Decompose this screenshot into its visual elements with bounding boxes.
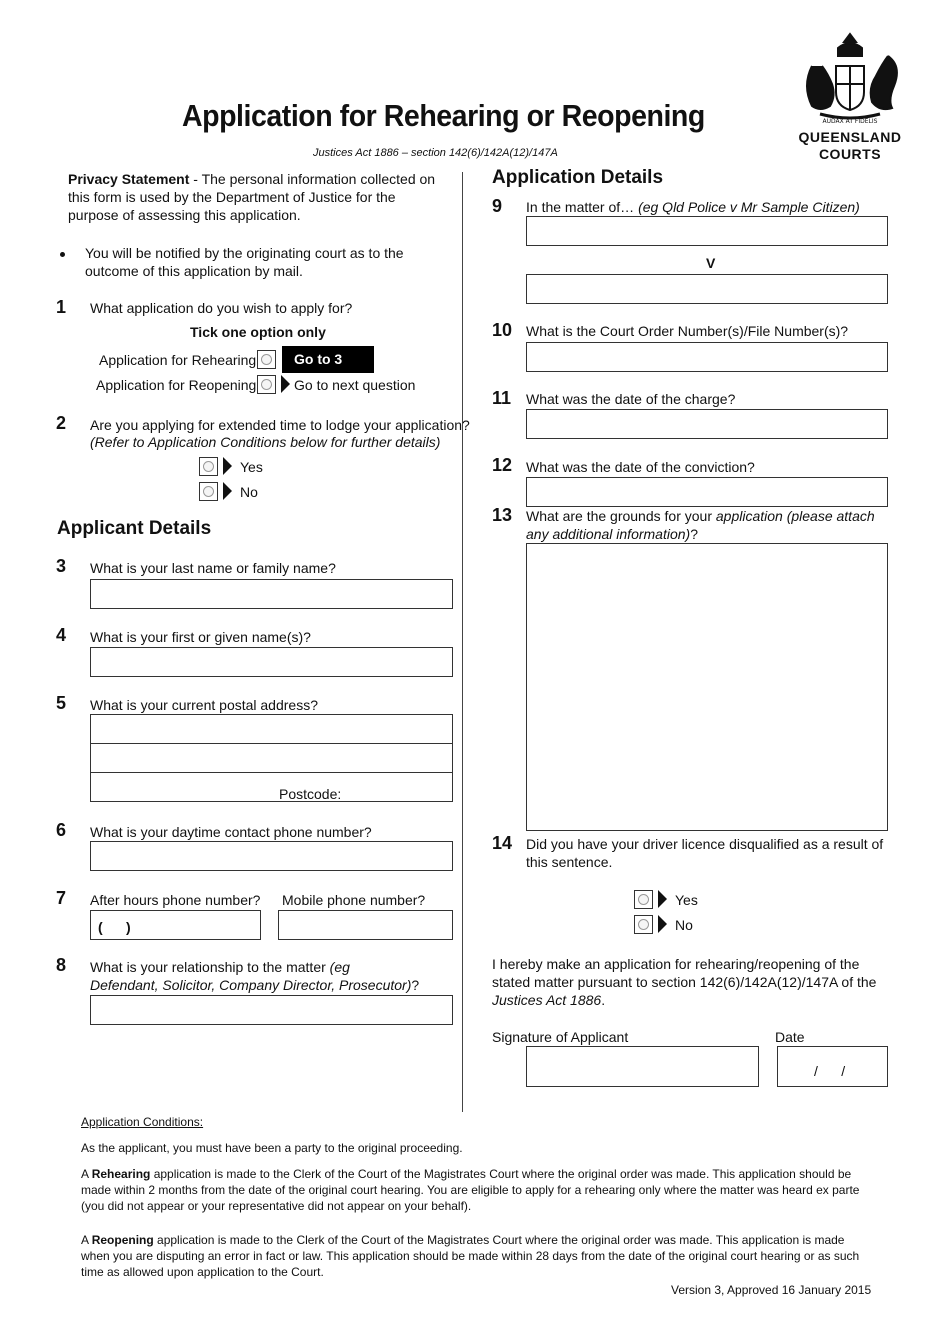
q1-option1-label: Application for Rehearing <box>99 352 257 368</box>
last-name-field[interactable] <box>90 579 453 609</box>
declaration-text <box>492 955 892 1009</box>
version-text: Version 3, Approved 16 January 2015 <box>671 1283 872 1297</box>
q7-number: 7 <box>56 888 67 908</box>
date-slashes: / / <box>814 1063 846 1079</box>
logo-motto: AUDAX AT FIDELIS <box>822 118 878 125</box>
conditions-p3 <box>81 1232 876 1280</box>
q14-text: Did you have your driver licence disqualified as a result of this sentence. <box>526 836 884 870</box>
bullet-icon <box>60 252 65 257</box>
q12-number: 12 <box>492 455 513 475</box>
mobile-phone-field[interactable] <box>278 910 453 940</box>
q1-option2-label: Application for Reopening <box>96 377 257 393</box>
q10-number: 10 <box>492 320 513 340</box>
q2-number: 2 <box>56 413 67 433</box>
q6-number: 6 <box>56 820 67 840</box>
matter-party2-field[interactable] <box>526 274 888 304</box>
q1-number: 1 <box>56 297 67 317</box>
q7-text2: Mobile phone number? <box>282 892 426 908</box>
q14-yes-label: Yes <box>675 892 698 908</box>
q11-number: 11 <box>492 388 512 408</box>
date-of-charge-field[interactable] <box>526 409 888 439</box>
arrow-right-icon <box>223 457 232 475</box>
declaration-italic: Justices Act 1886 <box>492 992 602 1008</box>
q13-text-italic: application (please attach any additional information) <box>526 508 875 542</box>
grounds-textarea[interactable] <box>526 543 888 831</box>
area-code-brackets: ( ) <box>98 919 131 935</box>
column-divider <box>462 172 463 1112</box>
date-of-conviction-field[interactable] <box>526 477 888 507</box>
first-name-field[interactable] <box>90 647 453 677</box>
q13-text-main: What are the grounds for your <box>526 508 716 524</box>
q13-text-end: ? <box>690 526 699 542</box>
q1-option2-goto: Go to next question <box>294 377 416 393</box>
court-order-number-field[interactable] <box>526 342 888 372</box>
applicant-details-heading: Applicant Details <box>57 518 212 539</box>
signature-label: Signature of Applicant <box>492 1029 629 1045</box>
date-label: Date <box>775 1029 805 1045</box>
conditions-p2 <box>81 1166 876 1214</box>
q2-text: Are you applying for extended time to lodge your application? <box>90 417 470 433</box>
q9-text-italic: (eg Qld Police v Mr Sample Citizen) <box>638 199 860 215</box>
page-title: Application for Rehearing or Reopening <box>182 98 705 133</box>
q14-yes-checkbox[interactable] <box>634 890 653 909</box>
matter-party1-field[interactable] <box>526 216 888 246</box>
q3-number: 3 <box>56 556 67 576</box>
arrow-right-icon <box>281 375 290 393</box>
relationship-field[interactable] <box>90 995 453 1025</box>
conditions-p1: As the applicant, you must have been a party to the original proceeding. <box>81 1141 463 1155</box>
q14-no-checkbox[interactable] <box>634 915 653 934</box>
q1-instruction: Tick one option only <box>190 324 326 340</box>
q2-no-label: No <box>240 484 258 500</box>
arrow-right-icon <box>223 482 232 500</box>
q6-text: What is your daytime contact phone number? <box>90 824 372 840</box>
q8-text-end: ? <box>411 977 420 993</box>
logo-line2: COURTS <box>818 146 882 162</box>
q13-number: 13 <box>492 505 513 525</box>
q11-text: What was the date of the charge? <box>526 391 736 407</box>
goto-3-badge: Go to 3 <box>282 346 374 373</box>
q4-text: What is your first or given name(s)? <box>90 629 311 645</box>
declaration-main: I hereby make an application for rehearing/reopening of the stated matter pursuant to section 142(6)/142A(12)/147A of the <box>492 956 877 990</box>
address-line3-field[interactable] <box>90 772 453 802</box>
q8-text <box>90 958 420 994</box>
conditions-p2-text: application is made to the Clerk of the Court of the Magistrates Court where the original order was made. This application should be made within 2 months from the date of the original court hearing. You are eligible to apply for a rehearing only where the matter was heard ex parte (you did not appear or your representative did not appear on your behalf). <box>81 1167 860 1213</box>
privacy-text: - The personal information collected on this form is used by the Department of Justice for the purpose of assessing this application. <box>68 171 436 223</box>
signature-field[interactable] <box>526 1046 759 1087</box>
q14-no-label: No <box>675 917 693 933</box>
q4-number: 4 <box>56 625 67 645</box>
conditions-heading: Application Conditions: <box>81 1115 204 1129</box>
logo-line1: QUEENSLAND <box>798 129 902 145</box>
q10-text: What is the Court Order Number(s)/File Number(s)? <box>526 323 849 339</box>
postcode-label: Postcode: <box>279 786 342 802</box>
q2-yes-label: Yes <box>240 459 263 475</box>
bullet-note: You will be notified by the originating court as to the outcome of this application by mail. <box>85 245 404 279</box>
arrow-right-icon <box>658 915 667 933</box>
daytime-phone-field[interactable] <box>90 841 453 871</box>
q8-number: 8 <box>56 955 67 975</box>
reopening-checkbox[interactable] <box>257 375 276 394</box>
versus-label: V <box>706 255 716 271</box>
page-subtitle: Justices Act 1886 – section 142(6)/142A(12)/147A <box>313 147 558 159</box>
privacy-heading: Privacy Statement <box>68 171 190 187</box>
q5-number: 5 <box>56 693 67 713</box>
q9-text-main: In the matter of… <box>526 199 639 215</box>
address-line1-field[interactable] <box>90 714 453 744</box>
application-details-heading: Application Details <box>492 167 664 188</box>
q9-text <box>526 198 860 216</box>
q9-number: 9 <box>492 196 503 216</box>
address-line2-field[interactable] <box>90 743 453 773</box>
q1-text: What application do you wish to apply for? <box>90 300 353 316</box>
rehearing-checkbox[interactable] <box>257 350 276 369</box>
coat-of-arms-icon <box>798 26 902 126</box>
q2-no-checkbox[interactable] <box>199 482 218 501</box>
declaration-end: . <box>601 992 606 1008</box>
conditions-p3-prefix: A <box>81 1233 92 1247</box>
q2-yes-checkbox[interactable] <box>199 457 218 476</box>
q8-text-main: What is your relationship to the matter <box>90 959 330 975</box>
conditions-p3-text: application is made to the Clerk of the Court of the Magistrates Court where the original order was made. This application is made when you are disputing an error in fact or law. This application should be made within 28 days from the date of the original court hearing or as such time as allowed upon application to the Court. <box>81 1233 860 1279</box>
q2-note: (Refer to Application Conditions below for further details) <box>90 434 441 450</box>
conditions-p2-bold: Rehearing <box>91 1167 151 1181</box>
conditions-p2-prefix: A <box>81 1167 92 1181</box>
q5-text: What is your current postal address? <box>90 697 318 713</box>
q8-text-italic: (eg Defendant, Solicitor, Company Director, Prosecutor) <box>90 959 412 993</box>
conditions-p3-bold: Reopening <box>91 1233 154 1247</box>
q3-text: What is your last name or family name? <box>90 560 336 576</box>
arrow-right-icon <box>658 890 667 908</box>
q12-text: What was the date of the conviction? <box>526 459 755 475</box>
queensland-courts-logo <box>792 26 908 163</box>
q14-number: 14 <box>492 833 513 853</box>
privacy-statement <box>68 170 448 224</box>
q13-text <box>526 507 888 543</box>
q7-text: After hours phone number? <box>90 892 261 908</box>
